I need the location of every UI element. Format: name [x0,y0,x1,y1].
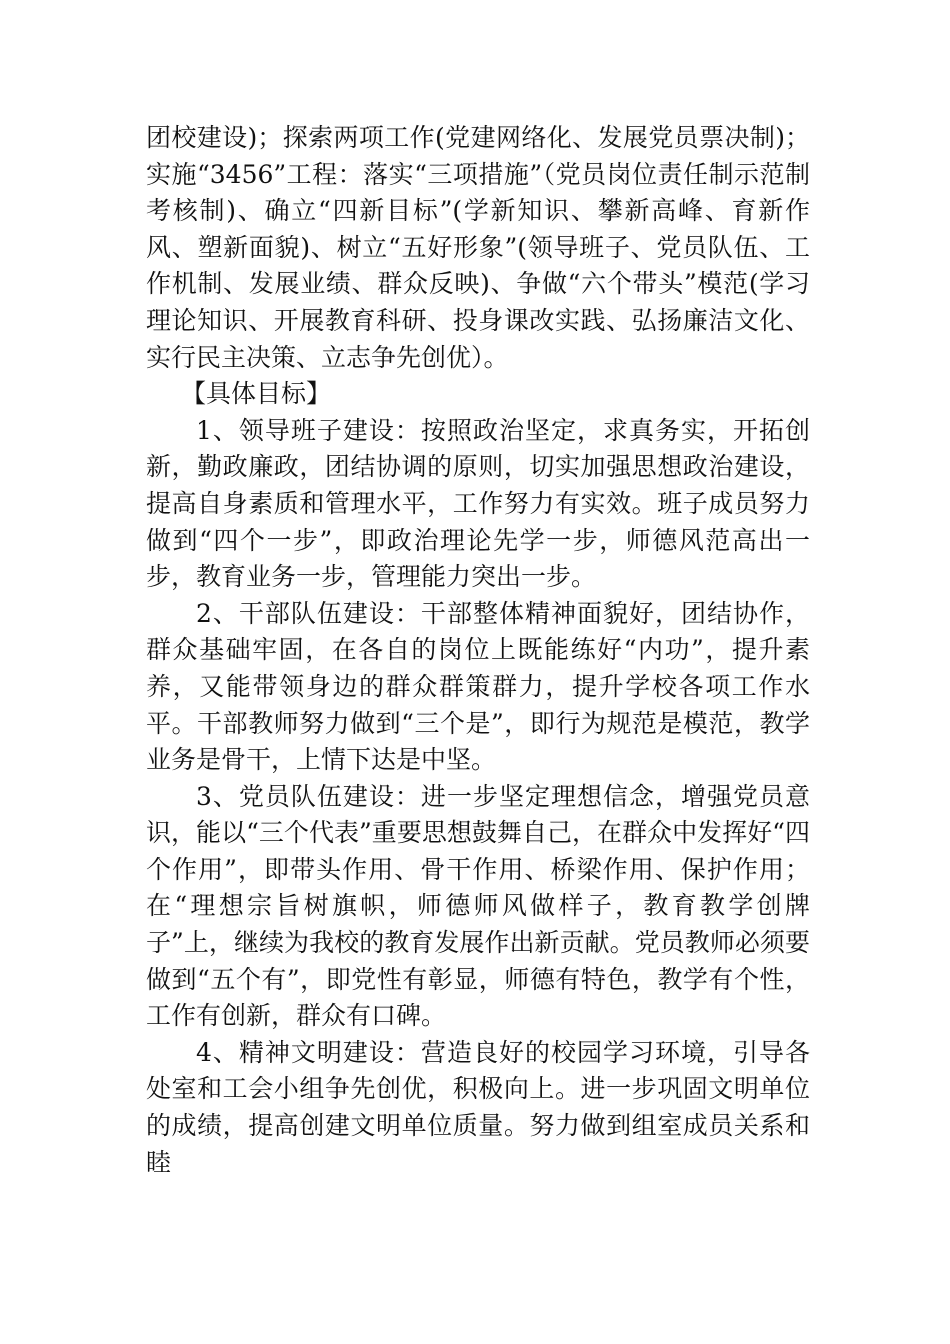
section-heading: 【具体目标】 [181,379,332,409]
document-page [146,120,810,1181]
paragraph-party-members: 3、党员队伍建设：进一步坚定理想信念，增强党员意识，能以“三个代表”重要思想鼓舞自己，在群众中发挥好“四个作用”，即带头作用、骨干作用、桥梁作用、保护作用；在“理想宗旨树旗帜，师德师风做样子，教育教学创牌子”上，继续为我校的教育发展作出新贡献。党员教师必须要做到“五个有”，即党性有彰显，师德有特色，教学有个性，工作有创新，群众有口碑。 [146,781,810,1031]
paragraph-civilization: 4、精神文明建设：营造良好的校园学习环境，引导各处室和工会小组争先创优，积极向上。进一步巩固文明单位的成绩，提高创建文明单位质量。努力做到组室成员关系和睦 [146,1037,810,1177]
paragraph-cadre: 2、干部队伍建设：干部整体精神面貌好，团结协作，群众基础牢固，在各自的岗位上既能练好“内功”，提升素养，又能带领身边的群众群策群力，提升学校各项工作水平。干部教师努力做到“三个是”，即行为规范是模范，教学业务是骨干，上情下达是中坚。 [146,598,810,775]
paragraph-leadership: 1、领导班子建设：按照政治坚定，求真务实，开拓创新，勤政廉政，团结协调的原则，切实加强思想政治建设，提高自身素质和管理水平，工作努力有实效。班子成员努力做到“四个一步”，即政治理论先学一步，师德风范高出一步，教育业务一步，管理能力突出一步。 [146,415,810,592]
paragraph-continuation: 团校建设)；探索两项工作(党建网络化、发展党员票决制)；实施“3456”工程：落实“三项措施”（党员岗位责任制示范制考核制)、确立“四新目标”(学新知识、攀新高峰、育新作风、塑新面貌)、树立“五好形象”(领导班子、党员队伍、工作机制、发展业绩、群众反映)、争做“六个带头”模范(学习理论知识、开展教育科研、投身课改实践、弘扬廉洁文化、实行民主决策、立志争先创优）。 [146,123,810,372]
